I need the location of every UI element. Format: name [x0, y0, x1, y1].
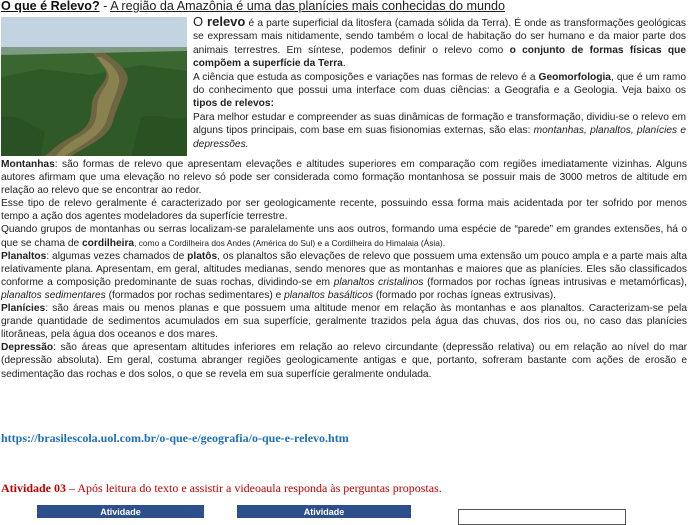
term-depressao: Depressão: [1, 342, 54, 354]
montanhas-text: : são formas de relevo que apresentam elevações e altitudes superiores em comparação com regiões imediatamente vizinhas. Alguns autores afirmam que uma elevação no relevo só pode ser considerada como formação montanhosa se possuir mais de 3000 metros de altitude em relação ao relevo que se encontrar ao redor.: [1, 159, 687, 197]
title-question: O que é Relevo?: [1, 0, 100, 13]
source-link[interactable]: https://brasilescola.uol.com.br/o-que-e/geografia/o-que-e-relevo.htm: [1, 431, 349, 445]
activity-card-2: Atividade: [237, 505, 411, 518]
activity-card-1: Atividade: [37, 505, 204, 518]
activity-label: Atividade 03: [1, 481, 67, 495]
intro-term-relevo: relevo: [207, 14, 246, 29]
depressao-paragraph: [1, 341, 687, 380]
intro-paragraph-2: [193, 71, 686, 111]
planaltos-basalticos: planaltos basálticos: [284, 289, 374, 301]
intro-p2-a: A ciência que estuda as composições e variações nas formas de relevo é a: [193, 71, 539, 83]
montanhas-paragraph-3: [1, 223, 687, 249]
term-planaltos: Planaltos: [1, 250, 47, 262]
page-title: [1, 0, 689, 14]
term-platos: platôs: [187, 250, 218, 262]
planaltos-c: , os planaltos são elevações de relevo que possuem uma extensão um pouco ampla e a parte mais alta relativamente plana. Apresentam, em geral, altitudes medianas, sendo menores que as montanhas e maiores que as planícies. Eles são classificados conforme a composição predominante de suas rochas, dividindo-se em: [1, 250, 688, 288]
term-montanhas: Montanhas: [1, 159, 55, 170]
montanhas-paragraph-2: [1, 197, 687, 223]
cordilheira-examples: , como a Cordilheira dos Andes (América do Sul) e a Cordilheira do Himalaia (Ásia).: [134, 237, 446, 248]
activity-card-3-frame: [458, 509, 626, 525]
term-cordilheira: cordilheira: [82, 237, 135, 249]
amazon-river-aerial-photo: [1, 17, 187, 156]
montanhas-p3-text: Quando grupos de montanhas ou serras localizam-se paralelamente uns aos outros, formando uma espécie de “parede” em grandes extensões, há o que se chama de: [1, 224, 687, 249]
planaltos-e: (formados por rochas sedimentares) e: [105, 289, 285, 301]
intro-p2-bold: tipos de relevos:: [193, 98, 274, 110]
montanhas-paragraph: [1, 158, 687, 197]
intro-p2-b: , que é um ramo do conhecimento que possui uma interface com duas ciências: a Geografia e a Geologia. Veja baixo os: [193, 71, 686, 97]
intro-term-geomorfologia: Geomorfologia: [538, 71, 611, 83]
intro-p1-bold: o conjunto de formas físicas que compõem a superfície da Terra: [193, 44, 686, 70]
title-separator: -: [99, 0, 111, 13]
intro-section: [193, 15, 686, 151]
intro-paragraph-1: [193, 15, 686, 71]
planaltos-d: (formados por rochas ígneas intrusivas e metamórficas),: [423, 276, 688, 288]
relief-types-section: [1, 158, 687, 381]
planaltos-paragraph: [1, 250, 687, 302]
intro-p3-a: Para melhor estudar e compreender as suas dinâmicas de formação e transformação, dividiu-se o relevo em alguns tipos principais, com base em suas fisionomias externas, são elas:: [193, 111, 686, 137]
intro-p3-italic: montanhas, planaltos, planícies e depressões.: [193, 125, 686, 150]
depressao-text: : são áreas que apresentam altitudes inferiores em relação ao relevo circundante (depressão relativa) ou em relação ao nível do mar (depressão absoluta). Em geral, costuma abranger regiões geologicamente antigas e que, portanto, sofreram bastante com ações de erosão e sedimentação das rochas e dos solos, o que se revela em sua superfície geralmente ondulada.: [1, 342, 687, 380]
planicies-paragraph: [1, 302, 687, 341]
planaltos-a: : algumas vezes chamados de: [46, 250, 188, 262]
intro-paragraph-3: [193, 111, 686, 151]
intro-p1-text: é a parte superficial da litosfera (camada sólida da Terra). É onde as transformações geológicas se expressam mais nitidamente, sendo também o local de habitação do ser humano e da maior parte dos animais terrestres. Em síntese, podemos definir o relevo como: [193, 18, 686, 56]
activity-heading: [1, 481, 687, 496]
planaltos-f: (formado por rochas ígneas extrusivas).: [373, 289, 556, 301]
planaltos-sedimentares: planaltos sedimentares: [1, 289, 106, 301]
intro-p1-end: .: [342, 58, 346, 70]
title-caption: A região da Amazônia é uma das planícies mais conhecidas do mundo: [110, 0, 506, 13]
intro-lead: O: [193, 14, 208, 29]
term-planicies: Planícies: [1, 303, 46, 315]
planicies-text: : são áreas mais ou menos planas e que possuem uma altitude menor em relação às montanhas e aos planaltos. Caracterizam-se pela grande quantidade de sedimentos acumulados em sua superfície, geralmente trazidos pela água das chuvas, dos rios ou, no caso das planícies litorâneas, pela água dos oceanos e dos mares.: [1, 303, 687, 341]
montanhas-p2-text: Esse tipo de relevo geralmente é caracterizado por ser geologicamente recente, possuindo essa forma mais acidentada por ter sofrido por menos tempo a ação dos agentes modeladores da superfície terrestre.: [1, 198, 687, 223]
planaltos-cristalinos: planaltos cristalinos: [333, 276, 424, 288]
activity-text: – Após leitura do texto e assistir a videoaula responda às perguntas propostas.: [66, 481, 442, 495]
